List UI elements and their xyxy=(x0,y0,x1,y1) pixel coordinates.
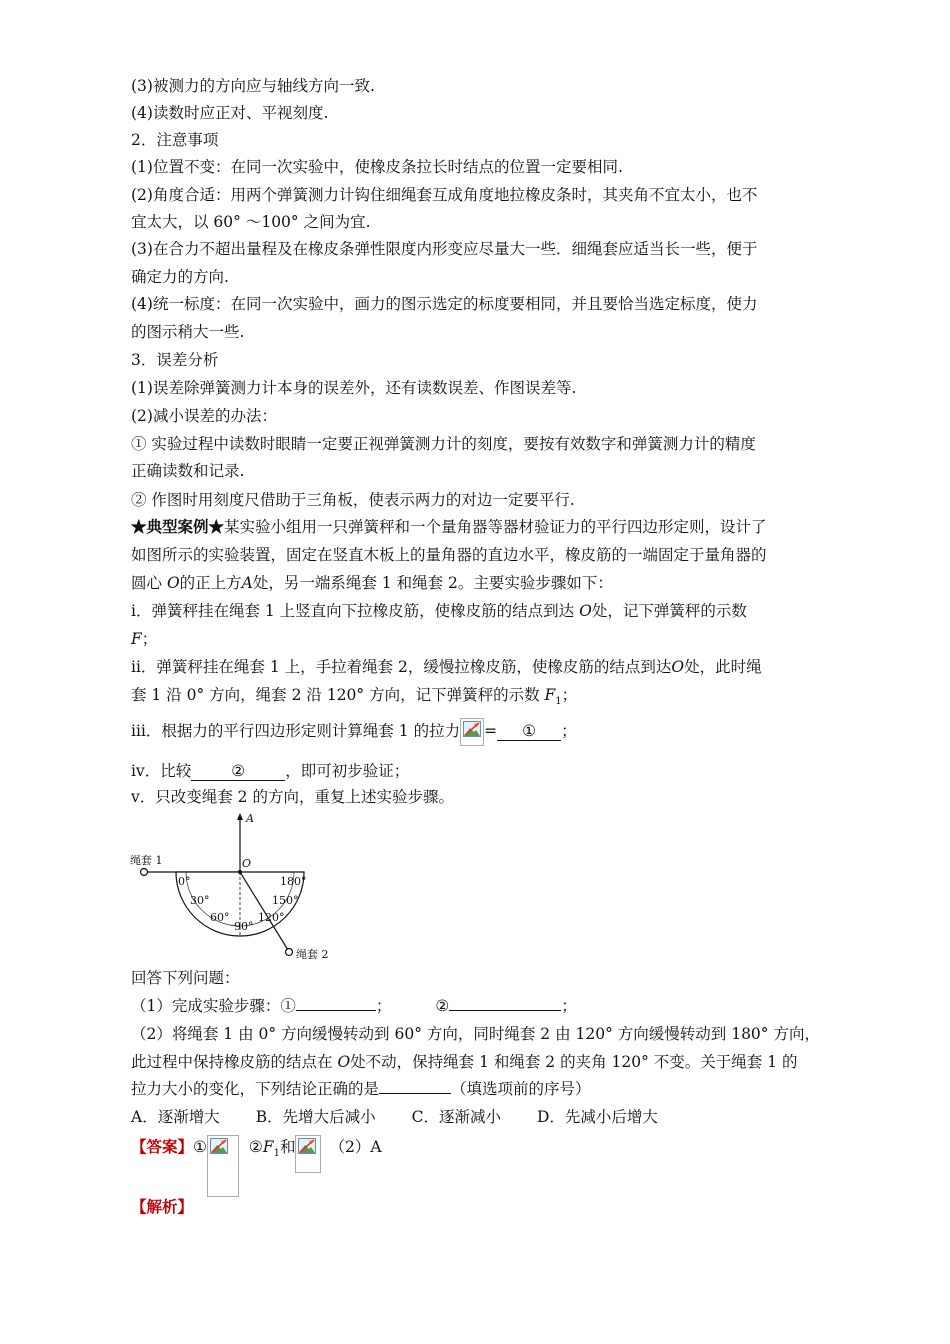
line-14: ① 实验过程中读数时眼睛一定要正视弹簧测力计的刻度，要按有效数字和弹簧测力计的精度 xyxy=(131,435,756,453)
text: 套 1 沿 0° 方向，绳套 2 沿 120° 方向，记下弹簧秤的示数 xyxy=(131,686,545,704)
step-3 xyxy=(131,718,577,746)
text: 处，此时绳 xyxy=(684,658,762,676)
broken-image-icon xyxy=(460,718,484,746)
rope-2-ring xyxy=(286,949,293,956)
symbol-f: F xyxy=(131,630,142,648)
example-line-1 xyxy=(131,517,767,537)
text: ⅰ．弹簧秤挂在绳套 1 上竖直向下拉橡皮筋，使橡皮筋的结点到达 xyxy=(131,602,580,620)
text: ； xyxy=(561,686,578,704)
question-2-line-1: （2）将绳套 1 由 0° 方向缓慢转动到 60° 方向，同时绳套 2 由 120° 方向缓慢转动到 180° 方向， xyxy=(131,1025,820,1043)
example-line-3 xyxy=(131,573,613,593)
question-1 xyxy=(131,996,577,1016)
section-heading-3: 3．误差分析 xyxy=(131,351,219,369)
line-9: (4)统一标度：在同一次实验中，画力的图示选定的标度要相同，并且要恰当选定标度，使力 xyxy=(131,295,758,313)
text: ，即可初步验证； xyxy=(285,762,410,780)
text: ⅱ．弹簧秤挂在绳套 1 上，手拉着绳套 2，缓慢拉橡皮筋，使橡皮筋的结点到达 xyxy=(131,658,672,676)
answer-blank-1[interactable]: ① xyxy=(497,722,561,741)
analysis-line xyxy=(131,1197,193,1217)
step-5: ⅴ．只改变绳套 2 的方向，重复上述实验步骤。 xyxy=(131,788,454,806)
protractor-figure xyxy=(128,808,338,964)
broken-image-icon xyxy=(295,1135,321,1173)
analysis-tag: 【解析】 xyxy=(131,1197,194,1216)
text: 处，另一端系绳套 1 和绳套 2。主要实验步骤如下： xyxy=(252,574,613,592)
answer-line xyxy=(131,1135,382,1197)
line-15: 正确读数和记录. xyxy=(131,462,245,480)
step-1 xyxy=(131,601,747,621)
line-1: (3)被测力的方向应与轴线方向一致. xyxy=(131,77,375,95)
rope-2-label: 绳套 2 xyxy=(296,948,329,961)
example-text: 某实验小组用一只弹簧秤和一个量角器等器材验证力的平行四边形定则，设计了 xyxy=(224,518,767,536)
angle-0: 0° xyxy=(178,875,191,888)
angle-60: 60° xyxy=(210,911,230,924)
q2-blank[interactable] xyxy=(379,1093,451,1094)
step-1-cont xyxy=(131,629,157,649)
example-tag: ★典型案例★ xyxy=(131,517,225,536)
text: ⅲ．根据力的平行四边形定则计算绳套 1 的拉力 xyxy=(131,722,461,740)
broken-image-icon xyxy=(207,1135,239,1197)
answer-tag: 【答案】 xyxy=(131,1137,194,1156)
symbol-o: O xyxy=(579,602,592,620)
q1-blank-2[interactable] xyxy=(449,1010,561,1011)
text: ⅳ．比较 xyxy=(131,762,192,780)
symbol-o: O xyxy=(671,658,685,676)
label-a: A xyxy=(246,812,254,825)
angle-30: 30° xyxy=(190,894,210,907)
knot-o xyxy=(238,870,242,874)
option-c[interactable]: C．逐渐减小 xyxy=(411,1108,501,1126)
step-4 xyxy=(131,761,409,781)
example-line-2: 如图所示的实验装置，固定在竖直木板上的量角器的直边水平，橡皮筋的一端固定于量角器的 xyxy=(131,546,767,564)
line-8: 确定力的方向. xyxy=(131,268,229,286)
q1-blank-1[interactable] xyxy=(296,1010,376,1011)
text: 处，记下弹簧秤的示数 xyxy=(591,602,747,620)
answer-blank-2[interactable]: ② xyxy=(191,762,285,781)
step-2 xyxy=(131,657,762,677)
subscript: 1 xyxy=(273,1148,280,1160)
text: 和 xyxy=(279,1138,296,1156)
line-7: (3)在合力不超出量程及在橡皮条弹性限度内形变应尽量大一些．细绳套应适当长一些，便于 xyxy=(131,240,758,258)
option-a[interactable]: A．逐渐增大 xyxy=(131,1108,220,1126)
line-4: (1)位置不变：在同一次实验中，使橡皮条拉长时结点的位置一定要相同. xyxy=(131,158,623,176)
angle-90: 90° xyxy=(234,920,254,933)
text: ； xyxy=(375,997,392,1015)
symbol-a: A xyxy=(241,574,253,592)
symbol-f1: F xyxy=(262,1138,274,1156)
options xyxy=(131,1107,658,1127)
step-2-cont xyxy=(131,685,577,712)
line-2: (4)读数时应正对、平视刻度. xyxy=(131,104,329,122)
section-heading-2: 2．注意事项 xyxy=(131,131,219,149)
line-10: 的图示稍大一些. xyxy=(131,323,245,341)
line-16: ② 作图时用刻度尺借助于三角板，使表示两力的对边一定要平行. xyxy=(131,491,575,509)
angle-150: 150° xyxy=(272,894,299,907)
option-d[interactable]: D．先减小后增大 xyxy=(536,1108,658,1126)
text: （1）完成实验步骤：① xyxy=(131,997,296,1015)
questions-intro: 回答下列问题： xyxy=(131,969,240,987)
text: 的正上方 xyxy=(179,574,242,592)
text: ； xyxy=(561,997,577,1015)
arrow-a xyxy=(237,813,243,820)
line-12: (1)误差除弹簧测力计本身的误差外，还有读数误差、作图误差等. xyxy=(131,379,577,397)
question-2-line-2 xyxy=(131,1052,798,1072)
text: ② xyxy=(248,1138,263,1156)
label-o: O xyxy=(242,857,252,870)
text: 处不动，保持绳套 1 和绳套 2 的夹角 120° 不变。关于绳套 1 的 xyxy=(350,1053,798,1071)
text: 圆心 xyxy=(131,574,167,592)
option-b[interactable]: B．先增大后减小 xyxy=(255,1108,376,1126)
text: ② xyxy=(435,997,450,1015)
line-13: (2)减小误差的办法： xyxy=(131,407,277,425)
subscript: 1 xyxy=(555,696,562,708)
angle-120: 120° xyxy=(258,911,285,924)
symbol-o: O xyxy=(166,574,180,592)
line-5: (2)角度合适：用两个弹簧测力计钩住细绳套互成角度地拉橡皮条时，其夹角不宜太小，也不 xyxy=(131,186,758,204)
angle-180: 180° xyxy=(280,875,307,888)
text: 拉力大小的变化，下列结论正确的是 xyxy=(131,1080,380,1098)
text: = xyxy=(484,722,498,740)
symbol-o: O xyxy=(337,1053,351,1071)
symbol-f1: F xyxy=(544,686,556,704)
rope-1-ring xyxy=(141,869,148,876)
text: ； xyxy=(561,722,577,740)
text: ； xyxy=(141,630,158,648)
question-2-line-3 xyxy=(131,1079,591,1099)
text: ① xyxy=(193,1138,207,1156)
line-6: 宜太大，以 60° ～100° 之间为宜. xyxy=(131,213,371,231)
text: 此过程中保持橡皮筋的结点在 xyxy=(131,1053,338,1071)
text: （填选项前的序号） xyxy=(451,1080,591,1098)
text: （2）A xyxy=(329,1138,382,1156)
rope-1-label: 绳套 1 xyxy=(130,854,163,867)
